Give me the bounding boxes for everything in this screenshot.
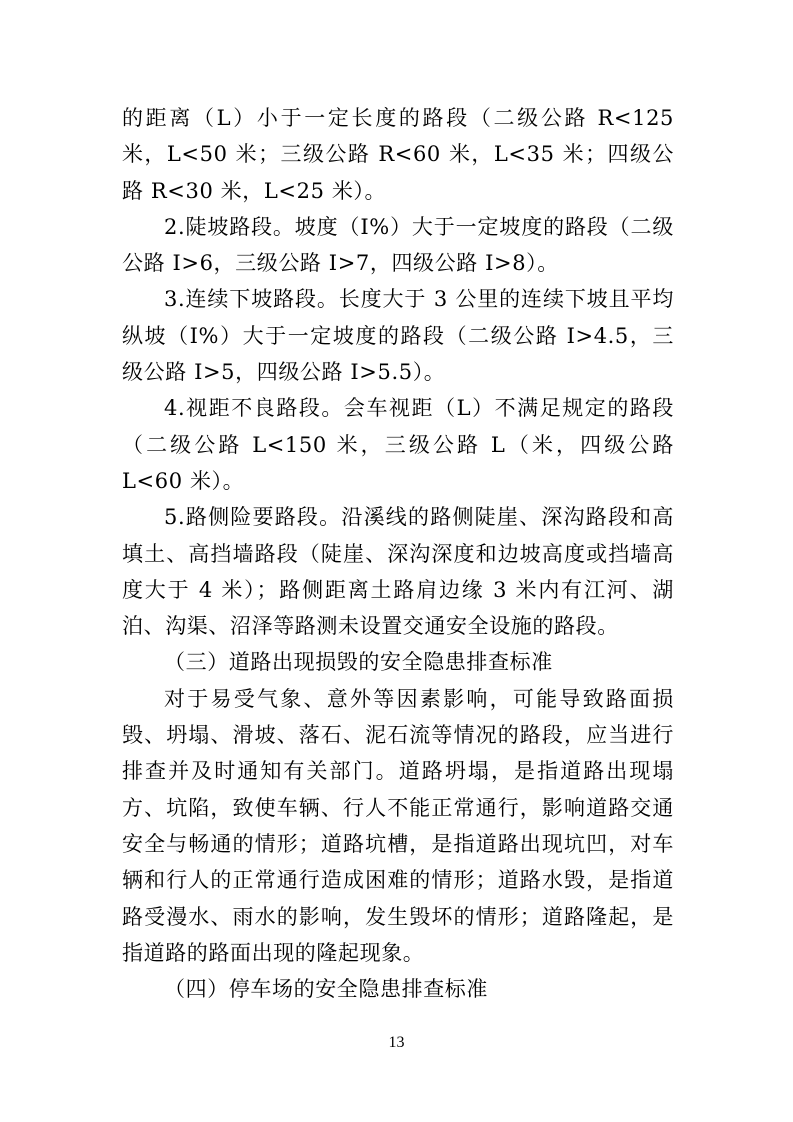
paragraph-curve-continuation: 的距离（L）小于一定长度的路段（二级公路 R<125 米，L<50 米；三级公路 R<60 米，L<35 米；四级公路 R<30 米，L<25 米）。: [122, 106, 674, 203]
page-body: [122, 100, 674, 1007]
section-heading-road-damage: （三）道路出现损毁的安全隐患排查标准: [164, 650, 553, 675]
paragraph-poor-sight-distance: 4.视距不良路段。会车视距（L）不满足规定的路段（二级公路 L<150 米，三级公路 L（米，四级公路 L<60 米）。: [122, 396, 674, 493]
paragraph-continuous-downhill: 3.连续下坡路段。长度大于 3 公里的连续下坡且平均纵坡（I%）大于一定坡度的路段（二级公路 I>4.5，三级公路 I>5，四级公路 I>5.5）。: [122, 287, 674, 385]
paragraph-steep-slope: 2.陡坡路段。坡度（I%）大于一定坡度的路段（二级公路 I>6，三级公路 I>7，四级公路 I>8）。: [122, 214, 674, 276]
section-heading-parking-lot: （四）停车场的安全隐患排查标准: [164, 977, 488, 1002]
paragraph-road-damage: 对于易受气象、意外等因素影响，可能导致路面损毁、坍塌、滑坡、落石、泥石流等情况的路段，应当进行排查并及时通知有关部门。道路坍塌，是指道路出现塌方、坑陷，致使车辆、行人不能正常通行，影响道路交通安全与畅通的情形；道路坑槽，是指道路出现坑凹，对车辆和行人的正常通行造成困难的情形；道路水毁，是指道路受漫水、雨水的影响，发生毁坏的情形；道路隆起，是指道路的路面出现的隆起现象。: [122, 686, 674, 965]
paragraph-roadside-danger: 5.路侧险要路段。沿溪线的路侧陡崖、深沟路段和高填土、高挡墙路段（陡崖、深沟深度和边坡高度或挡墙高度大于 4 米）；路侧距离土路肩边缘 3 米内有江河、湖泊、沟渠、沼泽等路测未设置交通安全设施的路段。: [122, 505, 674, 639]
page-number: 13: [388, 1034, 405, 1051]
